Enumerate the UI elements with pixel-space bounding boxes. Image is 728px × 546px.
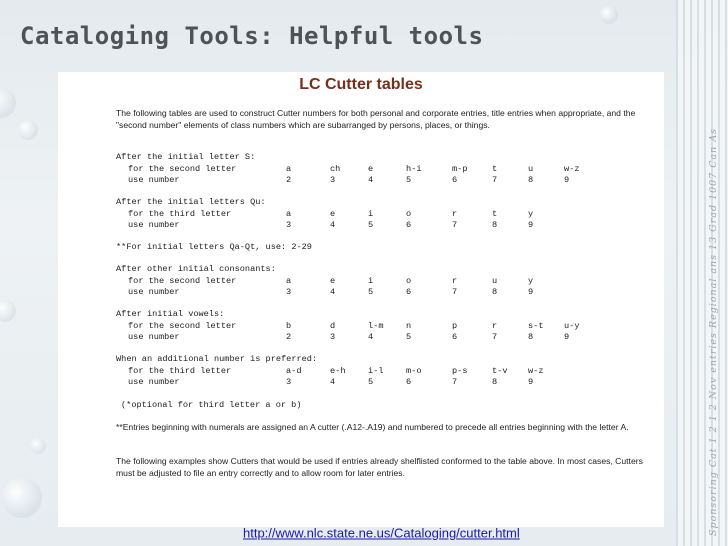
decorative-bubble [2, 478, 42, 518]
table-cell: 8 [492, 287, 498, 297]
table-cell: 8 [528, 175, 534, 185]
table-cell: r [452, 209, 458, 219]
table-cell: i [368, 209, 374, 219]
table-cell: 3 [330, 332, 336, 342]
table-cell: u [528, 164, 534, 174]
table-cell: 4 [330, 377, 336, 387]
table-cell: a [286, 276, 292, 286]
table-cell: l-m [368, 321, 384, 331]
table-cell: 5 [368, 220, 374, 230]
row-label: use number [128, 220, 180, 230]
table-cell: 3 [286, 220, 292, 230]
table-cell: p [452, 321, 458, 331]
table-cell: 3 [286, 377, 292, 387]
row-label: for the second letter [128, 321, 237, 331]
table-cell: 5 [368, 377, 374, 387]
table-cell: y [528, 209, 534, 219]
table-cell: 2 [286, 175, 292, 185]
row-label: for the third letter [128, 366, 232, 376]
table-cell: t [492, 209, 498, 219]
table-cell: 9 [564, 332, 570, 342]
table-cell: 9 [564, 175, 570, 185]
row-label: for the third letter [128, 209, 232, 219]
document-title: LC Cutter tables [299, 76, 423, 93]
table-cell: 3 [330, 175, 336, 185]
table-cell: 7 [492, 332, 498, 342]
table-cell: a-d [286, 366, 302, 376]
table-cell: s-t [528, 321, 544, 331]
table-cell: i-l [368, 366, 384, 376]
table-cell: 8 [492, 377, 498, 387]
side-watermark-text: Sponsoring Cat 1 2 1 2 Nov entries Regional ans 13 Grad 1007 Can As [708, 127, 719, 536]
table-cell: 5 [406, 175, 412, 185]
row-label: for the second letter [128, 164, 237, 174]
intro-paragraph: The following tables are used to construct Cutter numbers for both personal and corporate entries, title entries when appropriate, and the "second number" elements of class numbers which are subarranged by persons, places, or things. [116, 108, 636, 130]
additional-heading: When an additional number is preferred: [116, 354, 318, 364]
table-cell: i [368, 276, 374, 286]
table-cell: 6 [406, 287, 412, 297]
table-cell: m-o [406, 366, 422, 376]
table-cell: w-z [564, 164, 580, 174]
table-cell: y [528, 276, 534, 286]
decorative-bubble [18, 120, 38, 140]
table-cell: o [406, 209, 412, 219]
table-cell: 9 [528, 377, 534, 387]
consonants-heading: After other initial consonants: [116, 264, 276, 274]
table-cell: m-p [452, 164, 468, 174]
table-cell: o [406, 276, 412, 286]
table-cell: 4 [330, 220, 336, 230]
table-cell: 8 [528, 332, 534, 342]
table-cell: 4 [368, 175, 374, 185]
table-cell: u [492, 276, 498, 286]
table-cell: 6 [406, 377, 412, 387]
table-cell: e [330, 209, 336, 219]
table-cell: p-s [452, 366, 468, 376]
row-label: use number [128, 287, 180, 297]
table-cell: h-i [406, 164, 422, 174]
source-link[interactable]: http://www.nlc.state.ne.us/Cataloging/cutter.html [243, 525, 520, 541]
examples-note: The following examples show Cutters that would be used if entries already shelflisted conformed to the table above. In most cases, Cutters must be adjusted to file an entry correctly and to allow room for later entries. [116, 456, 643, 478]
table-cell: w-z [528, 366, 544, 376]
table-cell: t-v [492, 366, 508, 376]
decorative-bubble [0, 300, 16, 322]
table-cell: 6 [452, 332, 458, 342]
table-cell: 8 [492, 220, 498, 230]
table-cell: 7 [492, 175, 498, 185]
decorative-bubble [600, 6, 618, 24]
qu-heading: After the initial letters Qu: [116, 197, 266, 207]
row-label: use number [128, 377, 180, 387]
table-cell: 7 [452, 377, 458, 387]
numerals-note: **Entries beginning with numerals are assigned an A cutter (.A12-.A19) and numbered to precede all entries beginning with the letter A. [116, 422, 629, 432]
row-label: use number [128, 332, 180, 342]
table-cell: r [452, 276, 458, 286]
decorative-bubble [0, 88, 16, 118]
table-cell: b [286, 321, 292, 331]
vowels-heading: After initial vowels: [116, 309, 225, 319]
table-cell: t [492, 164, 498, 174]
table-cell: 6 [406, 220, 412, 230]
table-cell: e [368, 164, 374, 174]
table-cell: 4 [368, 332, 374, 342]
table-cell: 7 [452, 220, 458, 230]
optional-note: (*optional for third letter a or b) [121, 400, 302, 410]
row-label: for the second letter [128, 276, 237, 286]
table-cell: a [286, 209, 292, 219]
table-cell: e [330, 276, 336, 286]
table-cell: 2 [286, 332, 292, 342]
table-cell: 7 [452, 287, 458, 297]
slide-title: Cataloging Tools: Helpful tools [20, 22, 484, 50]
table-cell: 3 [286, 287, 292, 297]
table-cell: r [492, 321, 498, 331]
cutter-table-document [58, 72, 664, 527]
table-cell: ch [330, 164, 341, 174]
table-cell: 4 [330, 287, 336, 297]
table-cell: 9 [528, 287, 534, 297]
table-cell: e-h [330, 366, 346, 376]
table-cell: 5 [368, 287, 374, 297]
row-label: use number [128, 175, 180, 185]
table-cell: d [330, 321, 336, 331]
decorative-bubble [30, 438, 46, 454]
table-cell: u-y [564, 321, 580, 331]
table-cell: 9 [528, 220, 534, 230]
table-cell: n [406, 321, 412, 331]
table-cell: 6 [452, 175, 458, 185]
qa-note: **For initial letters Qa-Qt, use: 2-29 [116, 242, 312, 252]
table-cell: a [286, 164, 292, 174]
s-heading: After the initial letter S: [116, 152, 256, 162]
table-cell: 5 [406, 332, 412, 342]
